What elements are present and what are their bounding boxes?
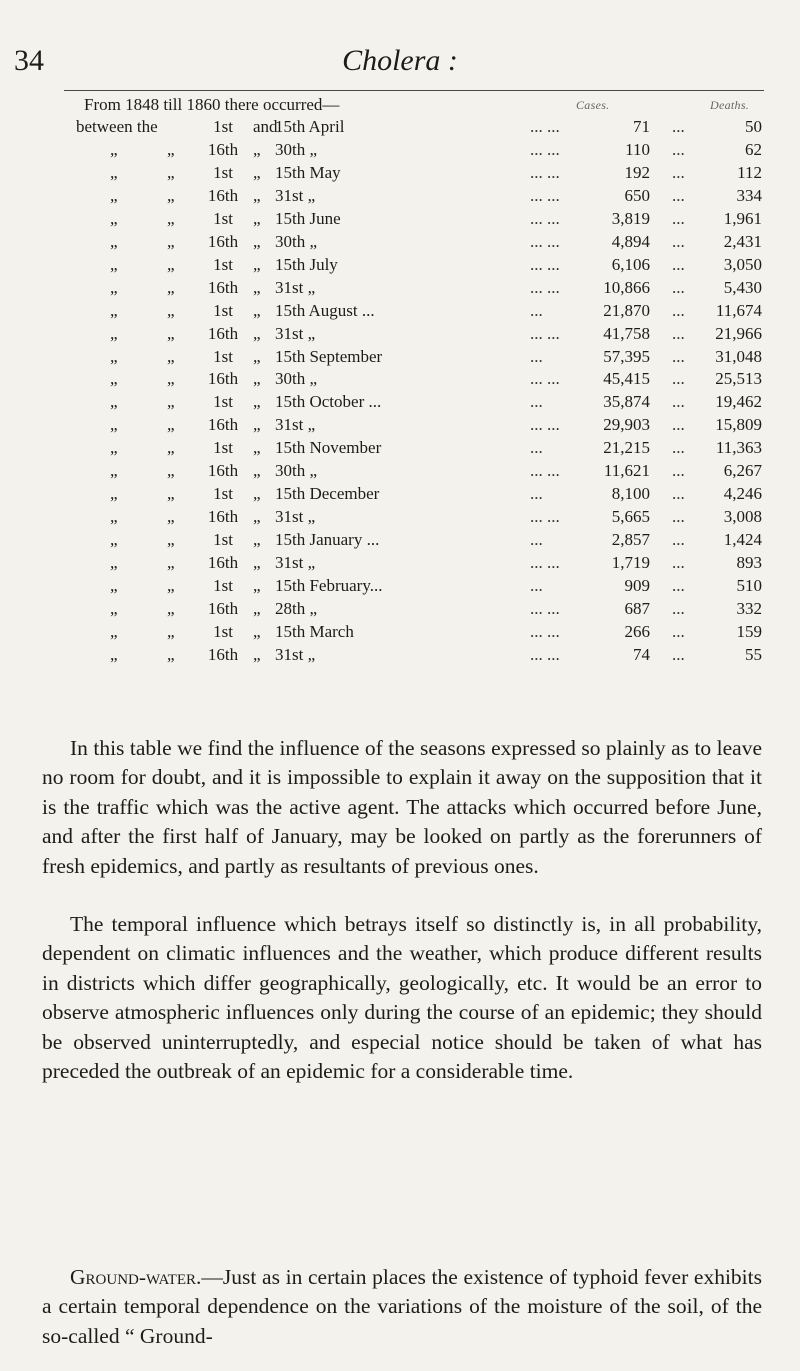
row-leader: ... ... (530, 621, 560, 641)
table-row (0, 437, 800, 460)
row-quote: „ (167, 369, 175, 389)
row-from: 1st (213, 208, 233, 228)
row-cases: 687 (624, 599, 650, 619)
row-dots: ... (672, 185, 685, 205)
row-quote: „ (167, 231, 175, 251)
row-from: 16th (207, 323, 239, 343)
row-cases: 4,894 (611, 231, 650, 251)
row-deaths: 11,363 (715, 438, 762, 458)
row-leader: ... ... (530, 415, 560, 435)
row-prefix: „ (110, 530, 118, 550)
row-dots: ... (672, 461, 685, 481)
row-cases: 29,903 (603, 415, 650, 435)
row-deaths: 4,246 (723, 484, 762, 504)
row-prefix: between the (76, 117, 158, 136)
row-prefix: „ (110, 438, 118, 458)
row-prefix: „ (110, 484, 118, 504)
row-cases: 41,758 (603, 323, 650, 343)
row-cases: 21,870 (603, 300, 650, 320)
row-dots: ... (672, 231, 685, 251)
row-from: 16th (207, 553, 239, 573)
paragraph-3-text: —Just as in certain places the existence of typhoid fever exhibits a certain temporal dependence on the variations of the moisture of the soil, of the so-called “ Ground- (42, 1265, 762, 1348)
row-from: 16th (207, 277, 239, 297)
row-dots: ... (672, 323, 685, 343)
table-row (0, 277, 800, 300)
row-sep: „ (253, 277, 261, 297)
paragraph-1-text: In this table we find the influence of the seasons expressed so plainly as to leave no room for doubt, and it is impossible to explain it away on the supposition that it is the traffic which was the active agent. The attacks which occurred before June, and after the first half of January, may be looked on partly as the forerunners of fresh epidemics, and partly as resultants of previous ones. (42, 736, 762, 878)
row-from: 16th (207, 415, 239, 435)
row-cases: 192 (624, 162, 650, 182)
row-sep: „ (253, 576, 261, 596)
row-deaths: 332 (736, 599, 762, 619)
row-dots: ... (672, 139, 685, 159)
row-sep: „ (253, 346, 261, 366)
row-to: 15th March (275, 621, 354, 641)
row-sep: „ (253, 644, 261, 664)
row-to: 15th October ... (275, 392, 382, 412)
table-row (0, 231, 800, 254)
row-quote: „ (167, 621, 175, 641)
row-quote: „ (167, 415, 175, 435)
row-cases: 5,665 (611, 507, 650, 527)
row-leader: ... ... (530, 277, 560, 297)
row-dots: ... (672, 484, 685, 504)
row-from: 1st (213, 438, 233, 458)
row-from: 16th (207, 139, 239, 159)
row-to: 15th July (275, 254, 338, 274)
row-prefix: „ (110, 254, 118, 274)
row-dots: ... (672, 117, 685, 136)
row-prefix: „ (110, 644, 118, 664)
row-from: 1st (213, 300, 233, 320)
row-cases: 35,874 (603, 392, 650, 412)
row-leader: ... ... (530, 117, 560, 136)
row-deaths: 21,966 (715, 323, 762, 343)
row-to: 15th January ... (275, 530, 380, 550)
row-sep: „ (253, 254, 261, 274)
table-row (0, 552, 800, 575)
row-prefix: „ (110, 553, 118, 573)
column-header-deaths: Deaths. (710, 98, 750, 112)
row-from: 1st (213, 484, 233, 504)
row-dots: ... (672, 208, 685, 228)
table-row (0, 300, 800, 323)
row-cases: 8,100 (611, 484, 650, 504)
row-dots: ... (672, 599, 685, 619)
row-leader: ... ... (530, 599, 560, 619)
row-sep: „ (253, 438, 261, 458)
row-from: 1st (213, 530, 233, 550)
row-deaths: 1,961 (723, 208, 762, 228)
table-row (0, 575, 800, 598)
row-prefix: „ (110, 621, 118, 641)
row-to: 31st „ (275, 277, 316, 297)
row-deaths: 11,674 (715, 300, 762, 320)
row-quote: „ (167, 162, 175, 182)
row-leader: ... (530, 484, 543, 504)
row-prefix: „ (110, 346, 118, 366)
row-sep: „ (253, 621, 261, 641)
ground-water-heading: Ground-water. (70, 1265, 202, 1289)
row-deaths: 334 (736, 185, 762, 205)
row-leader: ... ... (530, 507, 560, 527)
row-cases: 909 (624, 576, 650, 596)
row-leader: ... ... (530, 254, 560, 274)
row-dots: ... (672, 346, 685, 366)
row-quote: „ (167, 576, 175, 596)
row-leader: ... ... (530, 553, 560, 573)
row-quote: „ (167, 484, 175, 504)
row-quote: „ (167, 208, 175, 228)
row-to: 30th „ (275, 139, 318, 159)
row-prefix: „ (110, 461, 118, 481)
row-prefix: „ (110, 277, 118, 297)
row-leader: ... (530, 438, 543, 458)
row-prefix: „ (110, 392, 118, 412)
row-to: 31st „ (275, 644, 316, 664)
row-dots: ... (672, 162, 685, 182)
row-from: 1st (213, 162, 233, 182)
row-leader: ... ... (530, 162, 560, 182)
row-sep: „ (253, 415, 261, 435)
row-dots: ... (672, 438, 685, 458)
row-quote: „ (167, 644, 175, 664)
row-quote: „ (167, 254, 175, 274)
row-cases: 10,866 (603, 277, 650, 297)
row-sep: „ (253, 530, 261, 550)
row-sep: „ (253, 323, 261, 343)
row-from: 16th (207, 231, 239, 251)
row-sep: „ (253, 208, 261, 228)
row-prefix: „ (110, 599, 118, 619)
table-row (0, 460, 800, 483)
row-from: 1st (213, 117, 233, 136)
table-row (0, 368, 800, 391)
table-row (0, 254, 800, 277)
row-quote: „ (167, 392, 175, 412)
row-dots: ... (672, 254, 685, 274)
table-row (0, 483, 800, 506)
row-dots: ... (672, 369, 685, 389)
table-row (0, 506, 800, 529)
row-to: 31st „ (275, 507, 316, 527)
row-sep: „ (253, 392, 261, 412)
row-deaths: 3,008 (723, 507, 762, 527)
row-deaths: 510 (736, 576, 762, 596)
table-row (0, 162, 800, 185)
row-prefix: „ (110, 323, 118, 343)
table-row (0, 208, 800, 231)
row-deaths: 62 (745, 139, 762, 159)
row-deaths: 1,424 (723, 530, 762, 550)
row-prefix: „ (110, 415, 118, 435)
row-dots: ... (672, 300, 685, 320)
row-to: 15th September (275, 346, 383, 366)
row-deaths: 159 (736, 621, 762, 641)
row-deaths: 55 (745, 644, 762, 664)
paragraph-seasons (0, 734, 800, 881)
running-title: Cholera : (342, 44, 458, 77)
row-to: 15th February... (275, 576, 383, 596)
row-deaths: 112 (737, 162, 762, 182)
row-sep: „ (253, 185, 261, 205)
page-header (0, 44, 800, 94)
table-row (0, 414, 800, 437)
row-quote: „ (167, 553, 175, 573)
row-from: 1st (213, 346, 233, 366)
table-row (0, 644, 800, 667)
table-row (0, 346, 800, 369)
row-to: 30th „ (275, 369, 318, 389)
row-dots: ... (672, 507, 685, 527)
row-quote: „ (167, 599, 175, 619)
row-dots: ... (672, 277, 685, 297)
row-deaths: 25,513 (715, 369, 762, 389)
row-deaths: 2,431 (723, 231, 762, 251)
row-to: 31st „ (275, 185, 316, 205)
row-sep: „ (253, 231, 261, 251)
row-to: 15th June (275, 208, 341, 228)
table-row (0, 391, 800, 414)
row-sep: „ (253, 484, 261, 504)
row-sep: „ (253, 553, 261, 573)
row-deaths: 19,462 (715, 392, 762, 412)
row-dots: ... (672, 644, 685, 664)
row-quote: „ (167, 185, 175, 205)
row-sep: „ (253, 461, 261, 481)
table-row (0, 529, 800, 552)
table-row (0, 621, 800, 644)
table-intro: From 1848 till 1860 there occurred— (84, 95, 340, 114)
row-from: 1st (213, 621, 233, 641)
row-cases: 266 (624, 621, 650, 641)
row-quote: „ (167, 300, 175, 320)
row-cases: 57,395 (603, 346, 650, 366)
row-from: 16th (207, 599, 239, 619)
row-from: 1st (213, 254, 233, 274)
row-leader: ... (530, 392, 543, 412)
row-cases: 11,621 (603, 461, 650, 481)
row-sep: „ (253, 300, 261, 320)
row-leader: ... ... (530, 231, 560, 251)
row-to: 15th April (275, 117, 345, 136)
row-quote: „ (167, 438, 175, 458)
row-to: 31st „ (275, 553, 316, 573)
row-quote: „ (167, 461, 175, 481)
column-header-cases: Cases. (576, 98, 610, 112)
row-cases: 71 (633, 117, 650, 136)
table-row (0, 323, 800, 346)
row-cases: 110 (625, 139, 650, 159)
row-sep: „ (253, 369, 261, 389)
row-quote: „ (167, 323, 175, 343)
row-leader: ... ... (530, 461, 560, 481)
row-leader: ... ... (530, 185, 560, 205)
row-dots: ... (672, 415, 685, 435)
row-leader: ... (530, 530, 543, 550)
row-sep: „ (253, 139, 261, 159)
row-prefix: „ (110, 369, 118, 389)
row-cases: 3,819 (611, 208, 650, 228)
row-deaths: 50 (745, 117, 762, 136)
row-from: 16th (207, 369, 239, 389)
row-dots: ... (672, 621, 685, 641)
row-prefix: „ (110, 507, 118, 527)
row-from: 16th (207, 644, 239, 664)
row-leader: ... (530, 300, 543, 320)
row-prefix: „ (110, 231, 118, 251)
row-sep: and (253, 117, 278, 136)
table-row (0, 116, 800, 139)
row-from: 16th (207, 507, 239, 527)
row-dots: ... (672, 553, 685, 573)
row-leader: ... ... (530, 323, 560, 343)
row-prefix: „ (110, 576, 118, 596)
row-deaths: 31,048 (715, 346, 762, 366)
row-prefix: „ (110, 185, 118, 205)
header-rule (64, 90, 764, 91)
row-sep: „ (253, 507, 261, 527)
row-quote: „ (167, 507, 175, 527)
row-dots: ... (672, 576, 685, 596)
row-to: 30th „ (275, 461, 318, 481)
table-row (0, 598, 800, 621)
row-sep: „ (253, 599, 261, 619)
row-to: 15th August ... (275, 300, 375, 320)
row-cases: 6,106 (611, 254, 650, 274)
row-prefix: „ (110, 162, 118, 182)
row-to: 30th „ (275, 231, 318, 251)
row-leader: ... (530, 576, 543, 596)
row-cases: 74 (633, 644, 650, 664)
row-from: 16th (207, 461, 239, 481)
row-to: 15th May (275, 162, 341, 182)
row-deaths: 3,050 (723, 254, 762, 274)
cholera-table (0, 116, 800, 667)
row-quote: „ (167, 346, 175, 366)
row-deaths: 15,809 (715, 415, 762, 435)
row-prefix: „ (110, 300, 118, 320)
row-leader: ... ... (530, 208, 560, 228)
row-deaths: 6,267 (723, 461, 762, 481)
row-leader: ... ... (530, 644, 560, 664)
row-leader: ... (530, 346, 543, 366)
paragraph-2-text: The temporal influence which betrays itself so distinctly is, in all probability, dependent on climatic influences and the weather, which produce different results in districts which differ geographically, geologically, etc. It would be an error to observe atmospheric influences only during the course of an epidemic; they should be observed uninterruptedly, and especial notice should be taken of what has preceded the outbreak of an epidemic for a considerable time. (42, 912, 762, 1084)
row-quote: „ (167, 139, 175, 159)
row-prefix: „ (110, 139, 118, 159)
page-number: 34 (14, 44, 44, 77)
row-cases: 1,719 (611, 553, 650, 573)
table-row (0, 185, 800, 208)
row-prefix: „ (110, 208, 118, 228)
row-to: 15th December (275, 484, 380, 504)
row-cases: 650 (624, 185, 650, 205)
row-quote: „ (167, 277, 175, 297)
row-sep: „ (253, 162, 261, 182)
paragraph-ground-water (0, 1263, 800, 1351)
row-to: 15th November (275, 438, 382, 458)
row-from: 1st (213, 576, 233, 596)
row-from: 16th (207, 185, 239, 205)
row-leader: ... ... (530, 369, 560, 389)
row-from: 1st (213, 392, 233, 412)
row-deaths: 5,430 (723, 277, 762, 297)
row-to: 31st „ (275, 323, 316, 343)
row-dots: ... (672, 392, 685, 412)
row-to: 31st „ (275, 415, 316, 435)
table-row (0, 139, 800, 162)
row-cases: 2,857 (611, 530, 650, 550)
row-quote: „ (167, 530, 175, 550)
row-to: 28th „ (275, 599, 318, 619)
row-cases: 21,215 (603, 438, 650, 458)
row-dots: ... (672, 530, 685, 550)
row-leader: ... ... (530, 139, 560, 159)
row-deaths: 893 (736, 553, 762, 573)
paragraph-temporal (0, 910, 800, 1086)
row-cases: 45,415 (603, 369, 650, 389)
